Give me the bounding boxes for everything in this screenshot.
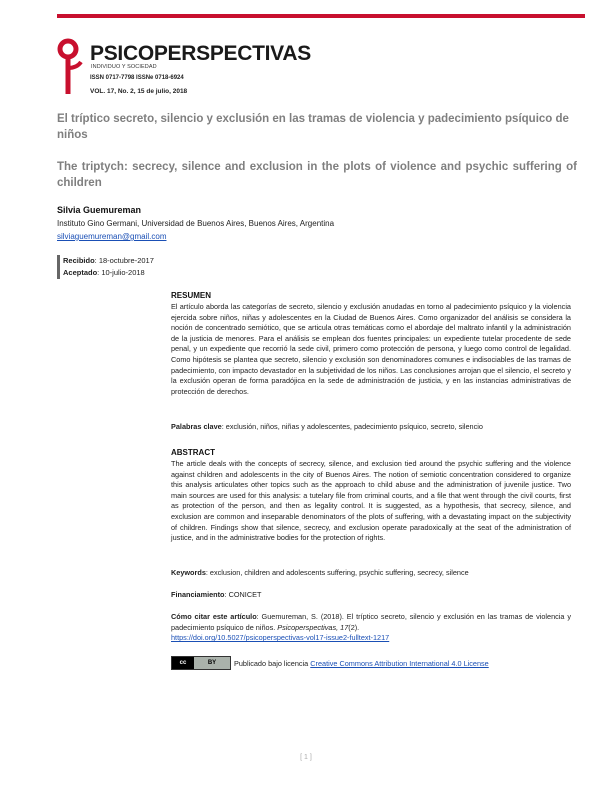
journal-name: PSICOPERSPECTIVAS (90, 42, 311, 65)
journal-issn: ISSN 0717-7798 ISSNe 0718-6924 (90, 75, 184, 81)
citation-text: : Guemureman, S. (2018). El tríptico secreto, silencio y exclusión en las tramas de violencia y padecimiento psíquico de niños. (171, 612, 571, 632)
resumen-heading: RESUMEN (171, 291, 212, 300)
keywords-label: Keywords (171, 568, 206, 577)
license-prefix: Publicado bajo licencia (234, 658, 311, 668)
funding-label: Financiamiento (171, 590, 225, 599)
accepted-value: : 10-julio-2018 (97, 268, 145, 277)
author-name: Silvia Guemureman (57, 205, 142, 215)
citation-journal: Psicoperspectivas, 17 (277, 622, 349, 632)
journal-volume: VOL. 17, No. 2, 15 de julio, 2018 (90, 88, 188, 95)
accepted-date (63, 267, 154, 279)
article-title-en: The triptych: secrecy, silence and exclusion in the plots of violence and psychic suffering of children (57, 161, 577, 189)
abstract-body: The article deals with the concepts of secrecy, silence, and exclusion tied around the psychic suffering and the violence against children and adolescents in the city of Buenos Aires. The notion of semiotic concentration considered to organize this analysis articulates other topics such as the approach to child abuse and the administration of juvenile justice. Two main sources are used for this analysis: a tutelary file from criminal courts, and a file that went through the civil courts, first as protection of the person, and then as legality control. It is suggested, as a hypothesis, that secrecy, silence, and exclusion are common and inseparable denominators of the plots of suffering, with a devastating impact on the subjectivity of children. Findings show that silence, secrecy, and exclusion operate paradoxically at the seat of the administration of justice, and in the administrative bodies for the protection of rights. (171, 459, 571, 543)
page-number: [ 1 ] (300, 754, 312, 761)
by-badge-text: BY (207, 660, 217, 666)
received-label: Recibido (63, 256, 95, 265)
article-dates (57, 255, 154, 279)
palabras-clave-label: Palabras clave (171, 422, 222, 431)
license-link[interactable]: Creative Commons Attribution International 4.0 License (310, 658, 489, 668)
author-email-link[interactable]: silviaguemureman@gmail.com (57, 232, 167, 241)
citation-issue: (2). (348, 622, 360, 632)
abstract-heading: ABSTRACT (171, 448, 215, 457)
palabras-clave-value: : exclusión, niños, niñas y adolescentes, padecimiento psíquico, secreto, silencio (221, 422, 483, 431)
journal-logo-icon (57, 38, 83, 96)
palabras-clave (171, 422, 571, 433)
citation-doi-link[interactable]: https://doi.org/10.5027/psicoperspectivas-vol17-issue2-fulltext-1217 (171, 633, 390, 643)
cc-badge-text: cc (172, 657, 194, 669)
keywords-value: : exclusion, children and adolescents suffering, psychic suffering, secrecy, silence (205, 568, 469, 577)
keywords (171, 568, 571, 579)
author-affiliation: Instituto Gino Germani, Universidad de Buenos Aires, Buenos Aires, Argentina (57, 219, 335, 228)
top-accent-bar (57, 14, 585, 18)
cc-by-badge-icon[interactable] (171, 656, 231, 670)
funding (171, 590, 571, 601)
citation-label: Cómo citar este artículo (171, 612, 257, 621)
received-value: : 18-octubre-2017 (94, 256, 154, 265)
funding-value: : CONICET (224, 590, 262, 599)
received-date (63, 255, 154, 267)
accepted-label: Aceptado (63, 268, 98, 277)
resumen-body: El artículo aborda las categorías de secreto, silencio y exclusión anudadas en torno al padecimiento psíquico y la violencia ejercida sobre niños, niñas y adolescentes en la Ciudad de Buenos Aires. Como organizador del análisis se considera la noción de concentrado semiótico, que se articula otras temáticas como el abordaje del maltrato infantil y la administración de la justicia de menores. Para el análisis se emplean dos fuentes principales: un expediente tutelar procedente de sede penal, y un expediente que recorrió la sede civil, primero como protección de persona, y luego como control de legalidad. Como hipótesis se plantea que secreto, silencio y exclusión son denominadores comunes e indisociables de las tramas de padecimiento, con impacto devastador en la subjetividad de los niños. Las conclusiones arrojan que el silencio, el secreto y la exclusión operan de forma paradójica en la sede de administración de justicia, y en las instancias administrativas de protección de derechos. (171, 302, 571, 396)
license-line (171, 656, 489, 670)
article-title-es: El tríptico secreto, silencio y exclusión en las tramas de violencia y padecimiento psíquico de niños (57, 113, 569, 141)
journal-subtitle: INDIVIDUO Y SOCIEDAD (91, 64, 157, 70)
citation (171, 612, 571, 644)
